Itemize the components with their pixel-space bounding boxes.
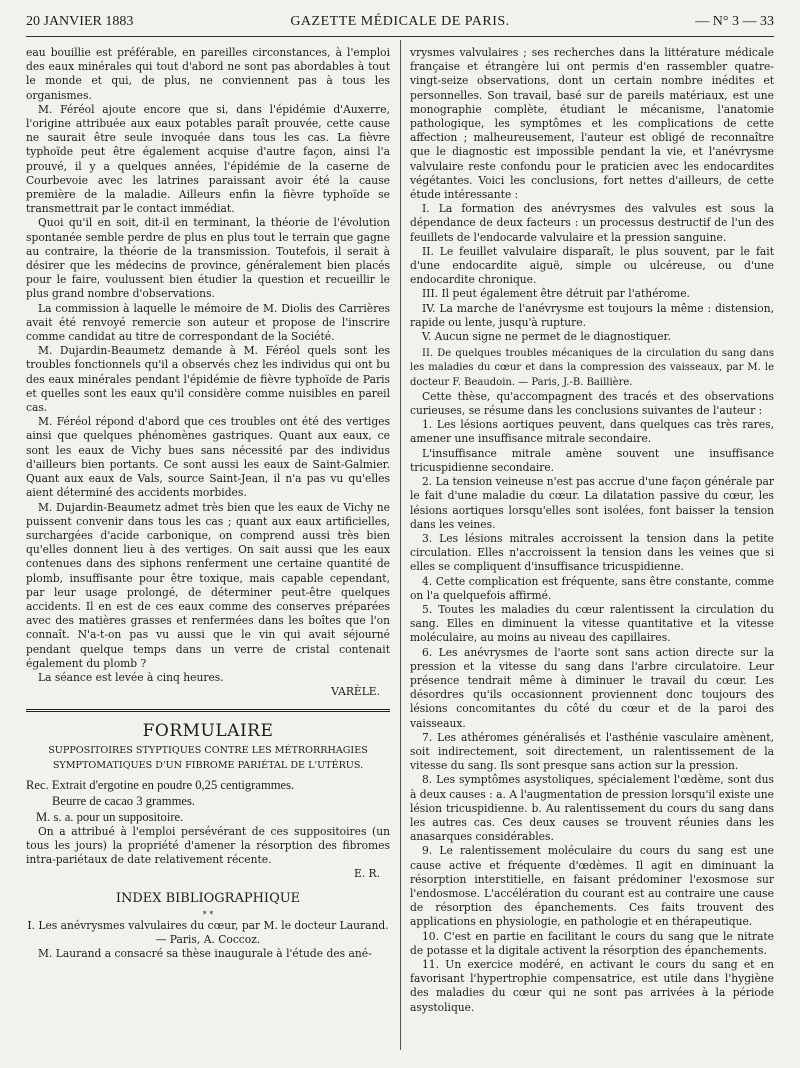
paragraph: IV. La marche de l'anévrysme est toujours la même : distension, rapide ou lente, jusqu'à rupture.	[410, 301, 774, 329]
paragraph: M. Dujardin-Beaumetz demande à M. Féréol quels sont les troubles fonctionnels qu'il a observés chez les individus qui ont bu des eaux minérales pendant l'épidémie de fièvre typhoïde de Paris et quelles sont les eaux qu'il considère comme nuisibles en pareil cas.	[26, 344, 390, 415]
paragraph: L'insuffisance mitrale amène souvent une insuffisance tricuspidienne secondaire.	[410, 446, 774, 474]
paragraph: 3. Les lésions mitrales accroissent la tension dans la petite circulation. Elles n'accroissent la tension dans les veines que si elles se compliquent d'insuffisance tricuspidienne.	[410, 531, 774, 574]
paragraph: V. Aucun signe ne permet de le diagnostiquer.	[422, 330, 671, 344]
paragraph: 11. Un exercice modéré, en activant le cours du sang et en favorisant l'hypertrophie compensatrice, est utile dans l'hygiène des maladies du cœur qui ne sont pas arrivées à la période asystolique.	[410, 958, 774, 1014]
paragraph: 10. C'est en partie en facilitant le cours du sang que le nitrate de potasse et la digitale activent la résorption des épanchements.	[410, 929, 774, 957]
header-title: GAZETTE MÉDICALE DE PARIS.	[290, 14, 510, 29]
paragraph: La commission à laquelle le mémoire de M. Diolis des Carrières avait été renvoyé remercie son auteur et propose de l'inscrire comme candidat au titre de correspondant de la Société.	[26, 301, 390, 344]
header-date: 20 JANVIER 1883	[26, 14, 134, 29]
recipe-line: Beurre de cacao 3 grammes.	[52, 793, 196, 808]
paragraph: 1. Les lésions aortiques peuvent, dans quelques cas très rares, amener une insuffisance mitrale secondaire.	[410, 418, 774, 446]
paragraph: M. Féréol répond d'abord que ces troubles ont été des vertiges ainsi que quelques phénomènes gastriques. Quant aux eaux, ce sont les eaux de Vichy bues sans nécessité par des individus d'ailleurs bien portants. Ce sont aussi les eaux de Saint-Galmier. Quant aux eaux de Vals, source Saint-Jean, il n'a pas vu qu'elles aient déterminé des accidents morbides.	[26, 415, 390, 500]
recipe-line: Rec. Extrait d'ergotine en poudre 0,25 centigrammes.	[26, 777, 295, 792]
paragraph: 4. Cette complication est fréquente, sans être constante, comme on l'a quelquefois affirmé.	[410, 574, 774, 602]
paragraph: On a attribué à l'emploi persévérant de ces suppositoires (un tous les jours) la propriété d'amener la résorption des fibromes intra-pariétaux de date relativement récente.	[26, 824, 390, 867]
section-title: FORMULAIRE	[142, 721, 274, 742]
paragraph: M. Dujardin-Beaumetz admet très bien que les eaux de Vichy ne puissent convenir dans tous les cas ; quant aux eaux artificielles, surchargées d'acide carbonique, on comprend aussi très bien qu'elles donnent lieu à des vertiges. On sait aussi que les eaux contenues dans des siphons renferment une certaine quantité de plomb, insuffisante pour être toxique, mais capable cependant, par leur usage prolongé, de déterminer peut-être quelques accidents. Il en est de ces eaux comme des conserves préparées avec des matières grasses et renfermées dans les boîtes que l'on connaît. N'a-t-on pas vu aussi que le vin qui avait séjourné pendant quelque temps dans un verre de cristal contenait également du plomb ?	[26, 500, 390, 670]
paragraph: 9. Le ralentissement moléculaire du cours du sang est une cause active et fréquente d'œdèmes. Il agit en diminuant la résorption interstitielle, en faisant prédominer l'exosmose sur l'endosmose. L'accélération du courant est au contraire une cause de résorption des épanchements. Ces faits trouvent des applications en physiologie, en pathologie et en thérapeutique.	[410, 844, 774, 929]
bibliography-entry: II. De quelques troubles mécaniques de la circulation du sang dans les maladies du cœur et dans la compression des vaisseaux, par M. le docteur F. Beaudoin. — Paris, J.-B. Baillière.	[410, 348, 774, 388]
section-ornament: * *	[202, 909, 214, 919]
paragraph: I. La formation des anévrysmes des valvules est sous la dépendance de deux facteurs : un processus destructif de l'un des feuillets de l'endocarde valvulaire et la pression sanguine.	[410, 202, 774, 244]
paragraph: 2. La tension veineuse n'est pas accrue d'une façon générale par le fait d'une maladie du cœur. La dilatation passive du cœur, les lésions aortiques lorsqu'elles sont isolées, font baisser la tension dans les veines.	[410, 475, 774, 531]
paragraph: 8. Les symptômes asystoliques, spécialement l'œdème, sont dus à deux causes : a. A l'augmentation de pression lorsqu'il existe une lésion tricuspidienne. b. Au ralentissement du cours du sang dans les autres cas. Ces deux causes se trouvent réunies dans les anasarques considérables.	[410, 773, 774, 844]
recipe-line: M. s. a. pour un suppositoire.	[36, 809, 184, 824]
signature: E. R.	[353, 867, 380, 881]
left-column	[26, 46, 390, 961]
paragraph: eau bouillie est préférable, en pareilles circonstances, à l'emploi des eaux minérales qui tout d'abord ne sont pas abordables à tout le monde et qui, de plus, ne conviennent pas à tous les organismes.	[26, 46, 390, 102]
column-divider	[400, 40, 401, 1050]
paragraph: M. Laurand a consacré sa thèse inaugurale à l'étude des ané-	[38, 946, 372, 960]
signature: VARÈLE.	[331, 685, 380, 699]
paragraph: 5. Toutes les maladies du cœur ralentissent la circulation du sang. Elles en diminuent la vitesse quantitative et la vitesse moléculaire, au moins au niveau des capillaires.	[410, 602, 774, 645]
paragraph: Cette thèse, qu'accompagnent des tracés et des observations curieuses, se résume dans les conclusions suivantes de l'auteur :	[410, 389, 774, 418]
section-subtitle: SUPPOSITOIRES STYPTIQUES CONTRE LES MÉTRORRHAGIES SYMPTOMATIQUES D'UN FIBROME PARIÉTAL DE L'UTÉRUS.	[48, 745, 368, 771]
paragraph: II. Le feuillet valvulaire disparaît, le plus souvent, par le fait d'une endocardite aiguë, simple ou ulcéreuse, ou d'une endocardite chronique.	[410, 244, 774, 287]
paragraph: vrysmes valvulaires ; ses recherches dans la littérature médicale française et étrangère lui ont permis d'en rassembler quatre-vingt-seize observations, dont un certain nombre inédites et personnelles. Son travail, basé sur de pareils matériaux, est une monographie complète, étudiant le mécanisme, l'anatomie pathologique, les symptômes et les complications de cette affection ; malheureusement, l'auteur est obligé de reconnaître que le diagnostic est impossible pendant la vie, et l'anévrysme valvulaire reste confondu pour le praticien avec les endocardites végétantes. Voici les conclusions, fort nettes d'ailleurs, de cette étude intéressante :	[410, 46, 774, 202]
section-divider	[26, 709, 390, 712]
page-header	[26, 14, 774, 34]
header-page-number: — N° 3 — 33	[695, 14, 774, 29]
section-title: INDEX BIBLIOGRAPHIQUE	[115, 890, 301, 906]
paragraph: Quoi qu'il en soit, dit-il en terminant, la théorie de l'évolution spontanée semble perdre de plus en plus tout le terrain que gagne au contraire, la théorie de la transmission. Toutefois, il serait à désirer que les médecins de province, généralement bien placés pour le faire, voulussent bien étudier la question et recueillir le plus grand nombre d'observations.	[26, 216, 390, 301]
paragraph: III. Il peut également être détruit par l'athérome.	[422, 287, 690, 301]
right-column	[410, 46, 774, 1015]
paragraph: La séance est levée à cinq heures.	[38, 670, 224, 684]
bibliography-entry: I. Les anévrysmes valvulaires du cœur, par M. le docteur Laurand. — Paris, A. Coccoz.	[27, 918, 389, 946]
paragraph: 7. Les athéromes généralisés et l'asthénie vasculaire amènent, soit indirectement, soit directement, un ralentissement de la vitesse du sang. Ils sont presque sans action sur la pression.	[410, 730, 774, 773]
paragraph: M. Féréol ajoute encore que si, dans l'épidémie d'Auxerre, l'origine attribuée aux eaux potables paraît prouvée, cette cause ne saurait être seule invoquée dans tous les cas. La fièvre typhoïde peut être également acquise d'autre façon, ainsi l'a prouvé, il y a quelques années, l'épidémie de la caserne de Courbevoie avec les latrines paraissant avoir été la cause première de la maladie. Ailleurs enfin la fièvre typhoïde se transmettrait par le contact immédiat.	[26, 102, 390, 216]
header-rule	[26, 36, 774, 37]
paragraph: 6. Les anévrysmes de l'aorte sont sans action directe sur la pression et la vitesse du sang dans l'arbre circulatoire. Leur présence tendrait même à diminuer le travail du cœur. Les désordres qu'ils occasionnent proviennent donc toujours des lésions concomitantes du côté du cœur et de la paroi des vaisseaux.	[410, 645, 774, 730]
